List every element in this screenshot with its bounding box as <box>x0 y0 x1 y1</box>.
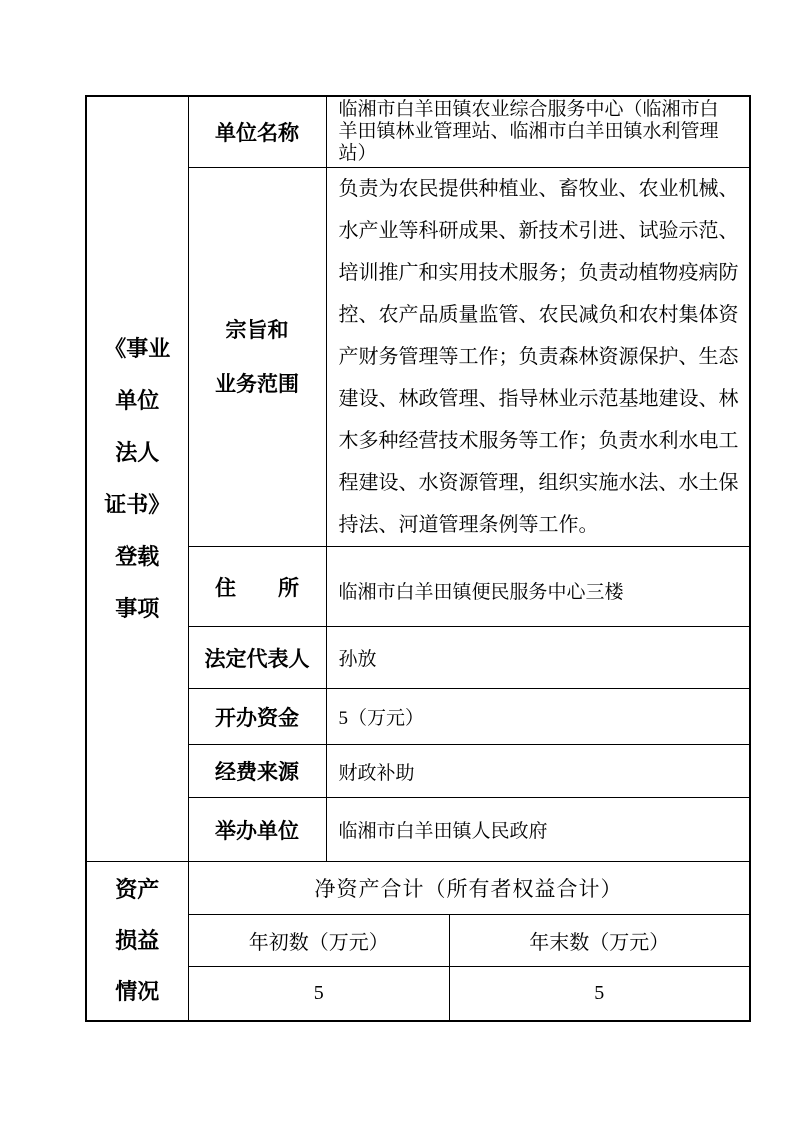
organizer-label: 举办单位 <box>188 798 326 862</box>
startup-capital-value: 5（万元） <box>326 689 750 745</box>
mission-scope-value <box>326 168 750 547</box>
text-line: 情况 <box>115 979 160 1005</box>
year-end-value: 5 <box>450 967 750 1021</box>
text-line: 木多种经营技术服务等工作；负责水利水电工 <box>338 430 739 452</box>
text-line: 宗旨和 <box>225 318 289 342</box>
assets-profit-loss-header <box>86 862 188 1021</box>
organizer-value: 临湘市白羊田镇人民政府 <box>326 798 750 862</box>
text-line: 持法、河道管理条例等工作。 <box>338 514 599 536</box>
text-line: 单位 <box>115 388 160 413</box>
startup-capital-label: 开办资金 <box>188 689 326 745</box>
text-line: 登载 <box>115 544 160 569</box>
unit-name-value <box>326 96 750 168</box>
year-end-column-label: 年末数（万元） <box>450 915 750 967</box>
text-line: 羊田镇林业管理站、临湘市白羊田镇水利管理 <box>338 121 719 142</box>
year-begin-value: 5 <box>188 967 450 1021</box>
registration-table <box>85 95 751 1022</box>
text-line: 证书》 <box>104 492 171 517</box>
funding-source-value: 财政补助 <box>326 745 750 798</box>
legal-representative-value: 孙放 <box>326 627 750 689</box>
text-line: 法人 <box>115 440 160 465</box>
text-line: 产财务管理等工作；负责森林资源保护、生态 <box>338 346 739 368</box>
text-line: 《事业 <box>104 336 171 361</box>
text-line: 站） <box>338 143 377 164</box>
text-line: 业务范围 <box>215 372 299 396</box>
legal-representative-label: 法定代表人 <box>188 627 326 689</box>
text-line: 水产业等科研成果、新技术引进、试验示范、 <box>338 220 739 242</box>
unit-name-label: 单位名称 <box>188 96 326 168</box>
text-line: 资产 <box>115 877 160 903</box>
address-value: 临湘市白羊田镇便民服务中心三楼 <box>326 547 750 627</box>
text-line: 负责为农民提供种植业、畜牧业、农业机械、 <box>338 178 739 200</box>
text-line: 程建设、水资源管理，组织实施水法、水土保 <box>338 472 739 494</box>
funding-source-label: 经费来源 <box>188 745 326 798</box>
text-line: 临湘市白羊田镇农业综合服务中心（临湘市白 <box>338 99 719 120</box>
certificate-items-header <box>86 96 188 862</box>
year-begin-column-label: 年初数（万元） <box>188 915 450 967</box>
text-line: 事项 <box>115 596 160 621</box>
text-line: 建设、林政管理、指导林业示范基地建设、林 <box>338 388 739 410</box>
text-line: 培训推广和实用技术服务；负责动植物疫病防 <box>338 262 739 284</box>
net-assets-total-label: 净资产合计（所有者权益合计） <box>188 862 750 915</box>
address-label: 住 所 <box>188 547 326 627</box>
text-line: 损益 <box>115 928 160 954</box>
mission-scope-label <box>188 168 326 547</box>
text-line: 控、农产品质量监管、农民减负和农村集体资 <box>338 304 739 326</box>
